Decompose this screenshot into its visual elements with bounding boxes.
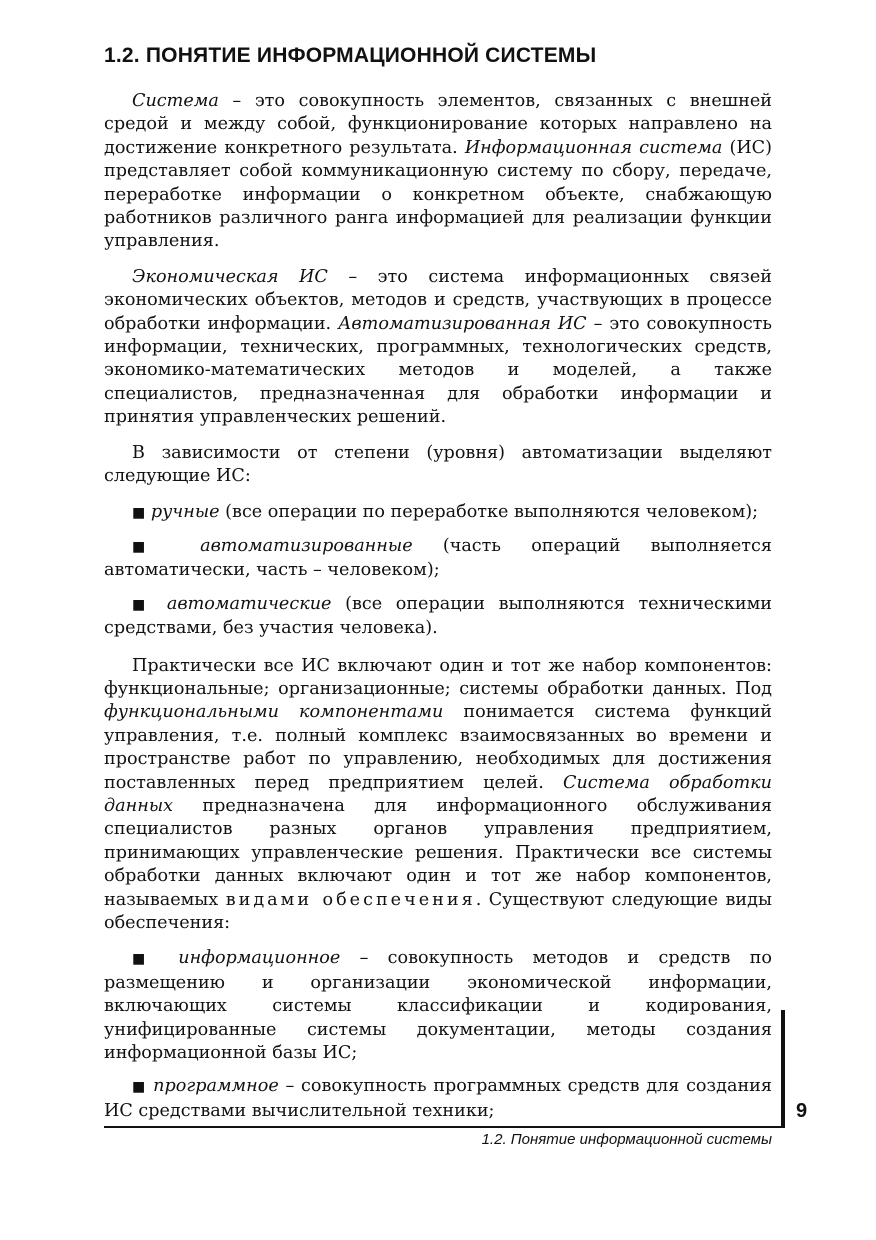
page-number: 9 (796, 1100, 808, 1122)
paragraph-automation-intro: В зависимости от степени (уровня) автоматизации выделяют следующие ИС: (104, 442, 772, 487)
term-functional-components: функциональными компонентами (104, 702, 444, 723)
paragraph-text: – это совокупность информации, технических, программных, технологических средств, экономико-математических методов и моделей, а также специалистов, предназначенная для обработки информации и принятия управленческих решений. (104, 313, 772, 428)
paragraph-economic-is (104, 266, 772, 430)
section-heading: 1.2. ПОНЯТИЕ ИНФОРМАЦИОННОЙ СИСТЕМЫ (104, 44, 597, 67)
bullet-square-icon: ■ (132, 504, 146, 521)
term-system: Система (132, 91, 219, 111)
list-item-software-support (104, 1075, 772, 1123)
list-item-text: – совокупность методов и средств по размещению и организации экономической информации, включающих системы классификации и кодирования, унифицированные системы документации, методы создания информационной базы ИС; (104, 948, 773, 1064)
paragraph-text: (ИС) представляет собой коммуникационную систему по сбору, передаче, переработке информации о конкретном объекте, снабжающую работников различного ранга информацией для реализации функции управления. (104, 137, 772, 252)
list-item-information-support (104, 947, 772, 1065)
list-item-text: – совокупность программных средств для создания ИС средствами вычислительной техники; (104, 1076, 772, 1121)
list-item-text: (часть операций выполняется автоматически, часть – человеком); (104, 535, 772, 581)
list-item-term: ручные (150, 501, 220, 522)
list-item-term: автоматические (166, 593, 332, 614)
list-item-text: (все операции выполняются техническими средствами, без участия человека). (104, 593, 773, 639)
margin-rule-vertical (781, 1010, 785, 1128)
paragraph-text: предназначена для информационного обслуживания специалистов разных органов управления предприятием, принимающих управленческие решения. Практически все системы обработки данных включают один и тот же набор компонентов, называемых (104, 795, 772, 910)
paragraph-components (104, 655, 772, 936)
paragraph-text: Практически все ИС включают один и тот же набор компонентов: функциональные; организационные; системы обработки данных. Под (104, 655, 772, 699)
term-support-types: видами обеспечения (225, 889, 476, 910)
paragraph-text: понимается система функций управления, т.е. полный комплекс взаимосвязанных во времени и пространстве работ по управлению, необходимых для достижения поставленных перед предприятием целей. (104, 702, 772, 793)
bullet-square-icon: ■ (132, 1079, 147, 1096)
term-information-system: Информационная система (464, 137, 723, 158)
bullet-square-icon: ■ (132, 596, 154, 613)
list-item-manual (104, 501, 772, 525)
footer-rule (104, 1126, 784, 1128)
body-text (104, 90, 772, 1133)
list-item-term: информационное (178, 948, 341, 969)
bullet-square-icon: ■ (132, 538, 170, 555)
list-item-automatic (104, 593, 772, 641)
paragraph-text: – это совокупность элементов, связанных с внешней средой и между собой, функционирование которых направлено на достижение конкретного результата. (104, 91, 772, 158)
term-data-processing-system: Система обработки данных (104, 772, 772, 816)
paragraph-system-definition (104, 90, 772, 254)
term-economic-is: Экономическая ИС (132, 266, 328, 287)
paragraph-text: . Существуют следующие виды обеспечения: (104, 889, 772, 933)
list-item-term: программное (153, 1076, 279, 1097)
bullet-square-icon: ■ (132, 951, 159, 968)
running-title: 1.2. Понятие информационной системы (481, 1131, 772, 1148)
term-automated-is: Автоматизированная ИС (338, 313, 587, 334)
list-item-term: автоматизированные (200, 535, 413, 556)
list-item-automated (104, 535, 772, 583)
list-item-text: (все операции по переработке выполняются человеком); (219, 501, 759, 522)
paragraph-text: – это система информационных связей экономических объектов, методов и средств, участвующих в процессе обработки информации. (104, 266, 772, 334)
